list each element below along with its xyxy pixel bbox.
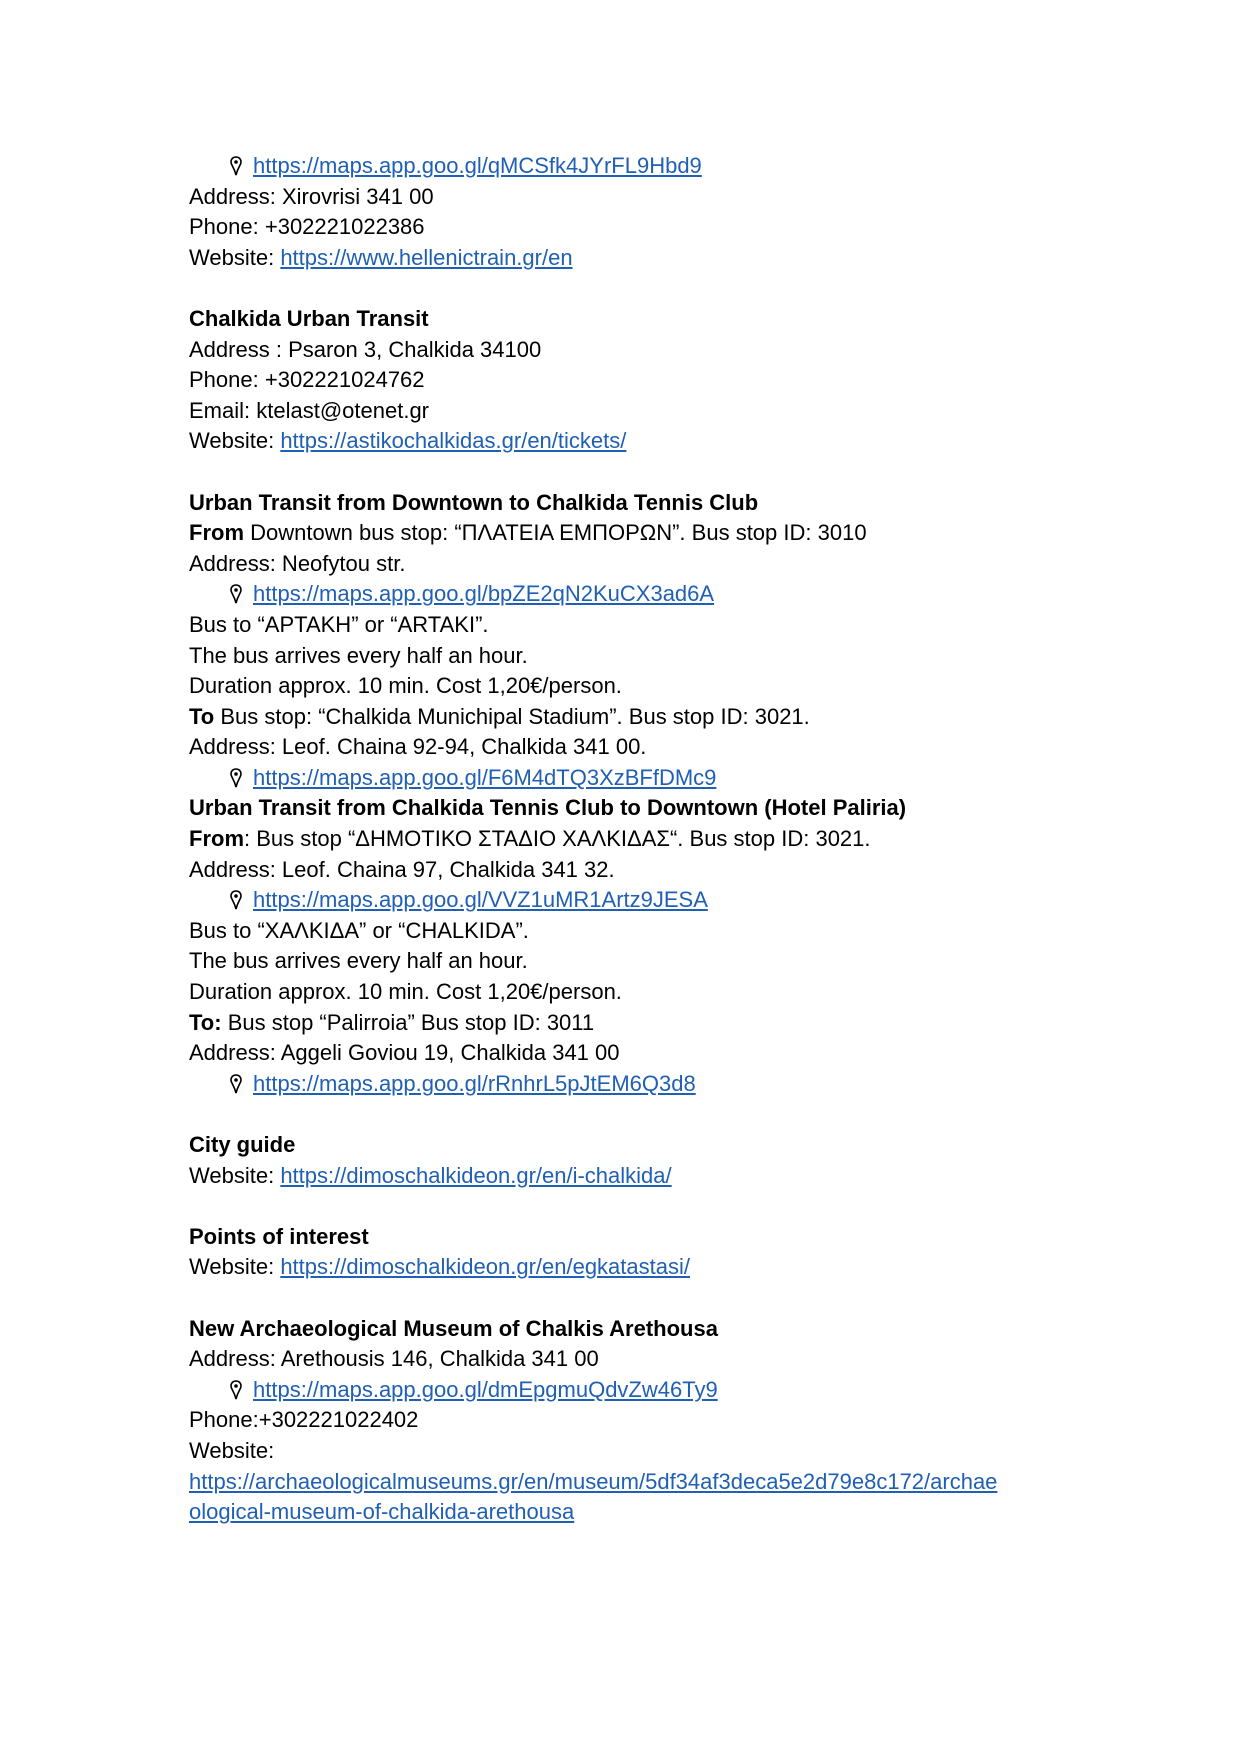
map-pin-icon bbox=[227, 1073, 245, 1095]
route-bus: Bus to “ΧΑΛΚΙΔΑ” or “CHALKIDA”. bbox=[189, 917, 529, 943]
route-duration: Duration approx. 10 min. Cost 1,20€/person. bbox=[189, 979, 622, 1005]
museum-website-line1 bbox=[189, 1467, 1089, 1498]
map-link[interactable]: https://maps.app.goo.gl/bpZE2qN2KuCX3ad6A bbox=[253, 581, 715, 607]
route-frequency: The bus arrives every half an hour. bbox=[189, 948, 528, 974]
route-bus: Bus to “ΑΡΤΑΚΗ” or “ARTAKI”. bbox=[189, 611, 489, 637]
museum-address: Address: Arethousis 146, Chalkida 341 00 bbox=[189, 1346, 599, 1372]
transit-email: Email: ktelast@otenet.gr bbox=[189, 397, 430, 423]
route-address: Address: Leof. Chaina 92-94, Chalkida 341 00. bbox=[189, 734, 647, 760]
map-link-row bbox=[189, 1069, 1089, 1100]
museum-website-label: Website: bbox=[189, 1437, 275, 1463]
train-map-link[interactable]: https://maps.app.goo.gl/qMCSfk4JYrFL9Hbd9 bbox=[253, 153, 702, 178]
route-from: From: Bus stop “ΔΗΜΟΤΙΚΟ ΣΤΑΔΙΟ ΧΑΛΚΙΔΑΣ“. Bus stop ID: 3021. bbox=[189, 826, 871, 852]
museum-website-link[interactable]: ological-museum-of-chalkida-arethousa bbox=[189, 1499, 575, 1525]
museum-website-line2 bbox=[189, 1497, 1089, 1528]
map-link-row bbox=[189, 1375, 1089, 1406]
route-duration: Duration approx. 10 min. Cost 1,20€/person. bbox=[189, 673, 622, 699]
train-address: Address: Xirovrisi 341 00 bbox=[189, 183, 434, 209]
map-link[interactable]: https://maps.app.goo.gl/VVZ1uMR1Artz9JESA bbox=[253, 887, 708, 913]
route-address: Address: Aggeli Goviou 19, Chalkida 341 00 bbox=[189, 1040, 620, 1066]
museum-phone: Phone:+302221022402 bbox=[189, 1407, 419, 1433]
points-link[interactable]: https://dimoschalkideon.gr/en/egkatastasi/ bbox=[280, 1254, 690, 1280]
points-website: Website: https://dimoschalkideon.gr/en/egkatastasi/ bbox=[189, 1254, 690, 1280]
section-heading: New Archaeological Museum of Chalkis Arethousa bbox=[189, 1315, 718, 1341]
section-heading: Urban Transit from Chalkida Tennis Club to Downtown (Hotel Paliria) bbox=[189, 795, 907, 821]
transit-phone: Phone: +302221024762 bbox=[189, 367, 425, 393]
route-to: To Bus stop: “Chalkida Munichipal Stadium”. Bus stop ID: 3021. bbox=[189, 703, 810, 729]
route-frequency: The bus arrives every half an hour. bbox=[189, 642, 528, 668]
map-pin-icon bbox=[227, 767, 245, 789]
map-link-row bbox=[189, 763, 1089, 794]
section-heading: Points of interest bbox=[189, 1223, 369, 1249]
section-heading: Chalkida Urban Transit bbox=[189, 305, 429, 331]
map-link-row bbox=[189, 579, 1089, 610]
map-pin-icon bbox=[227, 1379, 245, 1401]
city-guide-link[interactable]: https://dimoschalkideon.gr/en/i-chalkida/ bbox=[280, 1162, 672, 1188]
map-link[interactable]: https://maps.app.goo.gl/rRnhrL5pJtEM6Q3d8 bbox=[253, 1070, 696, 1096]
route-address: Address: Neofytou str. bbox=[189, 550, 406, 576]
museum-website-link[interactable]: https://archaeologicalmuseums.gr/en/museum/5df34af3deca5e2d79e8c172/archae bbox=[189, 1468, 998, 1494]
train-phone: Phone: +302221022386 bbox=[189, 214, 425, 240]
route-to: To: Bus stop “Palirroia” Bus stop ID: 3011 bbox=[189, 1009, 595, 1035]
transit-website: Website: https://astikochalkidas.gr/en/tickets/ bbox=[189, 428, 627, 454]
city-guide-website: Website: https://dimoschalkideon.gr/en/i-chalkida/ bbox=[189, 1162, 672, 1188]
map-pin-icon bbox=[227, 889, 245, 911]
train-website: Website: https://www.hellenictrain.gr/en bbox=[189, 244, 573, 270]
transit-address: Address : Psaron 3, Chalkida 34100 bbox=[189, 336, 542, 362]
map-link-row bbox=[189, 885, 1089, 916]
map-link-row bbox=[189, 151, 1089, 182]
map-pin-icon bbox=[227, 155, 245, 177]
document-page bbox=[189, 151, 1089, 1528]
section-heading: Urban Transit from Downtown to Chalkida Tennis Club bbox=[189, 489, 759, 515]
transit-website-link[interactable]: https://astikochalkidas.gr/en/tickets/ bbox=[280, 428, 627, 454]
route-from: From Downtown bus stop: “ΠΛΑΤΕΙΑ ΕΜΠΟΡΩΝ”. Bus stop ID: 3010 bbox=[189, 520, 867, 546]
section-heading: City guide bbox=[189, 1132, 296, 1157]
map-pin-icon bbox=[227, 583, 245, 605]
train-website-link[interactable]: https://www.hellenictrain.gr/en bbox=[280, 244, 573, 270]
map-link[interactable]: https://maps.app.goo.gl/dmEpgmuQdvZw46Ty9 bbox=[253, 1376, 718, 1402]
route-address: Address: Leof. Chaina 97, Chalkida 341 32. bbox=[189, 856, 615, 882]
map-link[interactable]: https://maps.app.goo.gl/F6M4dTQ3XzBFfDMc9 bbox=[253, 764, 717, 790]
